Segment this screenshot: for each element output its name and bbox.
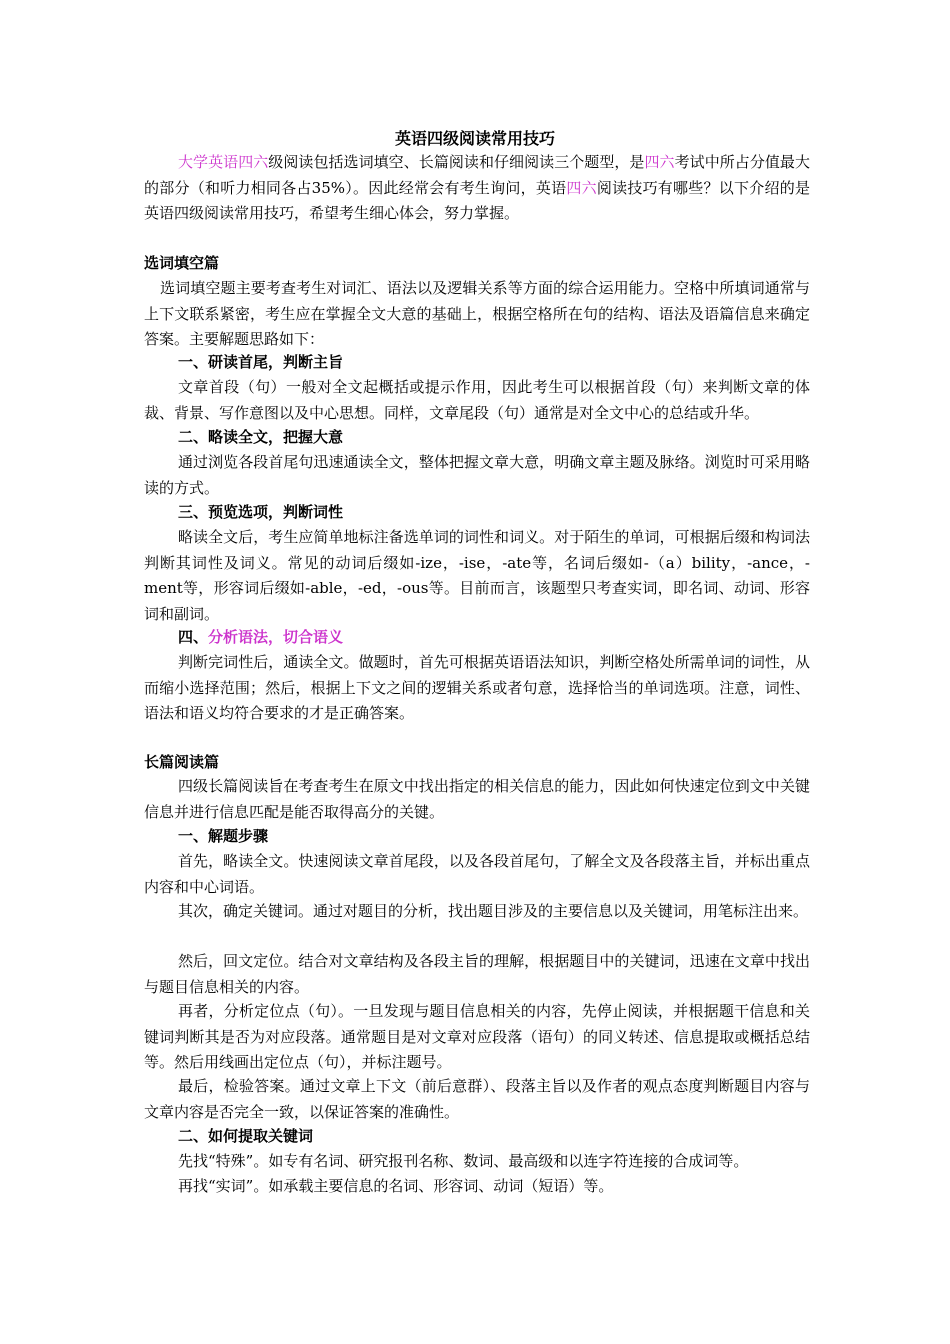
page-title: 英语四级阅读常用技巧 [394,129,555,148]
step-heading: 三、预览选项，判断词性 [178,503,344,521]
step-heading-prefix: 四、 [178,628,209,646]
section-heading-cloze: 选词填空篇 [144,254,220,272]
step-heading: 一、研读首尾，判断主旨 [178,353,344,371]
intro-text: 阅读技巧有哪些？以下介绍的是英语四级阅读常用技巧，希望考生细心体会，努力掌握。 [144,178,810,222]
step-paragraph: 略读全文后，考生应简单地标注备选单词的词性和词义。对于陌生的单词，可根据后缀和构词法判断其词性及词义。常见的动词后缀如-ize，-ise，-ate等，名词后缀如-（a）bility，-ance，-ment等，形容词后缀如-able，-ed，-ous等。目前而言，该题型只考查实词，即名词、动词、形容词和副词。 [144,528,810,623]
step-heading: 二、略读全文，把握大意 [178,428,344,446]
intro-paragraph [144,150,810,227]
step-paragraph: 文章首段（句）一般对全文起概括或提示作用，因此考生可以根据首段（句）来判断文章的体裁、背景、写作意图以及中心思想。同样，文章尾段（句）通常是对全文中心的总结或升华。 [144,378,810,422]
intro-highlight: 四六 [644,153,675,171]
section-intro: 四级长篇阅读旨在考查考生在原文中找出指定的相关信息的能力，因此如何快速定位到文中关键信息并进行信息匹配是能否取得高分的关键。 [144,777,810,821]
step-heading [178,625,343,651]
step-paragraph: 判断完词性后，通读全文。做题时，首先可根据英语语法知识，判断空格处所需单词的词性，从而缩小选择范围；然后，根据上下文之间的逻辑关系或者句意，选择恰当的单词选项。注意，词性、语法和语义均符合要求的才是正确答案。 [144,653,810,722]
intro-text: 考试中所占分值最大的部分（和听力相同各占35%）。因此经常会有考生询问，英语 [144,153,810,197]
step-paragraph: 最后，检验答案。通过文章上下文（前后意群）、段落主旨以及作者的观点态度判断题目内容与文章内容是否完全一致，以保证答案的准确性。 [144,1077,810,1121]
section-heading-long-reading: 长篇阅读篇 [144,753,220,771]
keyword-paragraph: 再找“实词”。如承载主要信息的名词、形容词、动词（短语）等。 [178,1177,614,1195]
step-paragraph: 首先，略读全文。快速阅读文章首尾段，以及各段首尾句，了解全文及各段落主旨，并标出重点内容和中心词语。 [144,852,810,896]
intro-highlight: 四六 [566,178,597,197]
step-paragraph: 其次，确定关键词。通过对题目的分析，找出题目涉及的主要信息以及关键词，用笔标注出来。 [178,902,809,920]
part-heading: 二、如何提取关键词 [178,1127,314,1145]
step-paragraph: 通过浏览各段首尾句迅速通读全文，整体把握文章大意，明确文章主题及脉络。浏览时可采用略读的方式。 [144,453,810,497]
keyword-paragraph: 先找“特殊”。如专有名词、研究报刊名称、数词、最高级和以连字符连接的合成词等。 [178,1152,749,1170]
part-heading: 一、解题步骤 [178,827,269,845]
step-paragraph: 然后，回文定位。结合对文章结构及各段主旨的理解，根据题目中的关键词，迅速在文章中找出与题目信息相关的内容。 [144,952,810,996]
intro-highlight: 大学英语四六 [178,153,269,171]
step-heading-highlight: 分析语法，切合语义 [208,628,344,646]
step-paragraph: 再者，分析定位点（句）。一旦发现与题目信息相关的内容，先停止阅读，并根据题干信息和关键词判断其是否为对应段落。通常题目是对文章对应段落（语句）的同义转述、信息提取或概括总结等。然后用线画出定位点（句），并标注题号。 [144,1002,810,1071]
intro-text: 级阅读包括选词填空、长篇阅读和仔细阅读三个题型，是 [268,153,645,171]
section-intro: 选词填空题主要考查考生对词汇、语法以及逻辑关系等方面的综合运用能力。空格中所填词通常与上下文联系紧密，考生应在掌握全文大意的基础上，根据空格所在句的结构、语法及语篇信息来确定答案。主要解题思路如下： [144,279,810,348]
